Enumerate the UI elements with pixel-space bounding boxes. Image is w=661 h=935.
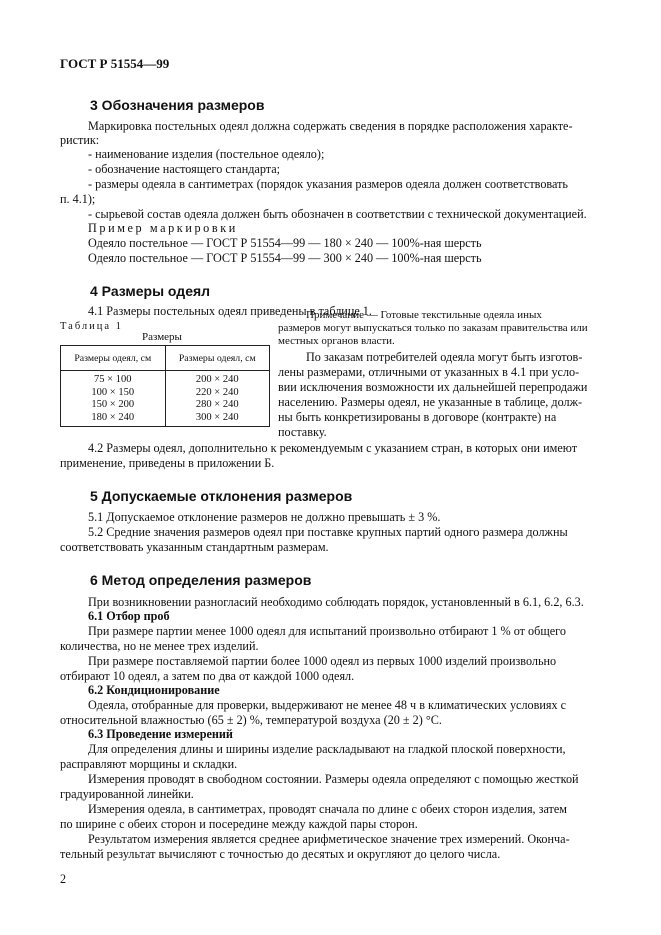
- paragraph-6-2-line2: относительной влажностью (65 ± 2) %, температурой воздуха (20 ± 2) °С.: [60, 713, 442, 727]
- note-line2: размеров могут выпускаться только по заказам правительства или: [278, 322, 588, 334]
- table-header-2: Размеры одеял, см: [165, 346, 270, 371]
- paragraph-6-1b-line2: отбирают 10 одеял, а затем по два от каждой 1000 одеял.: [60, 669, 355, 683]
- paragraph-6-3a-line1: Для определения длины и ширины изделие раскладывают на гладкой плоской поверхности,: [88, 742, 566, 756]
- list-item-2: - обозначение настоящего стандарта;: [88, 162, 281, 176]
- section-3-intro-line2: ристик:: [60, 133, 100, 147]
- order-line-3: вии исключения возможности их дальнейшей перепродажи: [278, 380, 588, 394]
- list-item-4: - сырьевой состав одеяла должен быть обозначен в соответствии с технической документацией.: [88, 207, 587, 221]
- table-col-1: [61, 371, 166, 427]
- page-number: 2: [60, 872, 67, 886]
- note-line3: местных органов власти.: [278, 335, 395, 347]
- section-6-heading: 6 Метод определения размеров: [90, 572, 312, 588]
- paragraph-6-3d-line1: Результатом измерения является среднее арифметическое значение трех измерений. Оконча-: [88, 832, 570, 846]
- list-item-1: - наименование изделия (постельное одеяло);: [88, 147, 325, 161]
- paragraph-6-3c-line2: по ширине с обеих сторон и посередине между каждой пары сторон.: [60, 817, 418, 831]
- table-cell: 300 × 240: [195, 411, 239, 423]
- table-header-1: Размеры одеял, см: [61, 346, 166, 371]
- section-5-heading: 5 Допускаемые отклонения размеров: [90, 488, 353, 504]
- table-cell: 150 × 200: [91, 399, 135, 411]
- section-4-heading: 4 Размеры одеял: [90, 283, 211, 299]
- example-2: Одеяло постельное — ГОСТ Р 51554—99 — 300 × 240 — 100%-ная шерсть: [88, 251, 482, 265]
- table-caption: Размеры: [142, 331, 182, 343]
- paragraph-6-3d-line2: тельный результат вычисляют с точностью до десятых и округляют до целого числа.: [60, 847, 501, 861]
- paragraph-6-1a-line2: количества, но не менее трех изделий.: [60, 639, 259, 653]
- section-3-heading: 3 Обозначения размеров: [90, 97, 265, 113]
- paragraph-6-2-line1: Одеяла, отобранные для проверки, выдерживают не менее 48 ч в климатических условиях с: [88, 698, 567, 712]
- section-3-intro-line1: Маркировка постельных одеял должна содержать сведения в порядке расположения характе-: [88, 119, 573, 133]
- subsection-6-2-heading: 6.2 Кондиционирование: [88, 683, 220, 697]
- paragraph-6-3a-line2: расправляют морщины и складки.: [60, 757, 238, 771]
- paragraph-5-2-line2: соответствовать указанным стандартным размерам.: [60, 540, 329, 554]
- order-line-2: лены размерами, отличными от указанных в 4.1 при усло-: [278, 365, 580, 379]
- subsection-6-1-heading: 6.1 Отбор проб: [88, 609, 170, 623]
- paragraph-6-3b-line1: Измерения проводят в свободном состоянии. Размеры одеяла определяют с помощью жесткой: [88, 772, 579, 786]
- table-cell: 75 × 100: [94, 374, 132, 385]
- sizes-table: [60, 345, 270, 427]
- order-line-5: ны быть конкретизированы в договоре (контракте) на: [278, 410, 557, 424]
- paragraph-6-3b-line2: градуированной линейки.: [60, 787, 194, 801]
- order-line-6: поставку.: [278, 425, 327, 439]
- list-item-3-line2: п. 4.1);: [60, 192, 96, 206]
- table-cell: 100 × 150: [91, 386, 135, 398]
- note-line1: [278, 309, 600, 322]
- subsection-6-3-heading: 6.3 Проведение измерений: [88, 727, 233, 741]
- table-cell: 280 × 240: [195, 399, 239, 411]
- example-1: Одеяло постельное — ГОСТ Р 51554—99 — 180 × 240 — 100%-ная шерсть: [88, 236, 482, 250]
- section-6-intro: При возникновении разногласий необходимо соблюдать порядок, установленный в 6.1, 6.2, 6.3.: [88, 595, 584, 609]
- table-cell: 200 × 240: [195, 374, 239, 385]
- order-line-1: По заказам потребителей одеяла могут быть изготов-: [306, 350, 583, 364]
- order-line-4: населению. Размеры одеял, не указанные в таблице, долж-: [278, 395, 583, 409]
- paragraph-6-3c-line1: Измерения одеяла, в сантиметрах, проводят сначала по длине с обеих сторон изделия, затем: [88, 802, 567, 816]
- table-cell: 180 × 240: [91, 411, 135, 423]
- list-item-3-line1: - размеры одеяла в сантиметрах (порядок указания размеров одеяла должен соответствовать: [88, 177, 568, 191]
- paragraph-6-1b-line1: При размере поставляемой партии более 1000 одеял из первых 1000 изделий произвольно: [88, 654, 557, 668]
- document-id: ГОСТ Р 51554—99: [60, 56, 170, 71]
- paragraph-6-1a-line1: При размере партии менее 1000 одеял для испытаний произвольно отбирают 1 % от общего: [88, 624, 566, 638]
- table-cell: 220 × 240: [195, 386, 239, 398]
- paragraph-4-2-line2: применение, приведены в приложении Б.: [60, 456, 275, 470]
- table-col-2: [165, 371, 270, 427]
- table-label: Таблица 1: [60, 321, 123, 332]
- paragraph-5-2-line1: 5.2 Средние значения размеров одеял при поставке крупных партий одного размера должны: [88, 525, 568, 539]
- note-text: Примечание — Готовые текстильные одеяла иных: [306, 309, 542, 321]
- paragraph-4-1: 4.1 Размеры постельных одеял приведены в таблице 1.: [88, 304, 372, 318]
- example-title: Пример маркировки: [88, 221, 238, 235]
- paragraph-5-1: 5.1 Допускаемое отклонение размеров не должно превышать ± 3 %.: [88, 510, 441, 524]
- paragraph-4-2-line1: 4.2 Размеры одеял, дополнительно к рекомендуемым с указанием стран, в которых они имеют: [88, 441, 578, 455]
